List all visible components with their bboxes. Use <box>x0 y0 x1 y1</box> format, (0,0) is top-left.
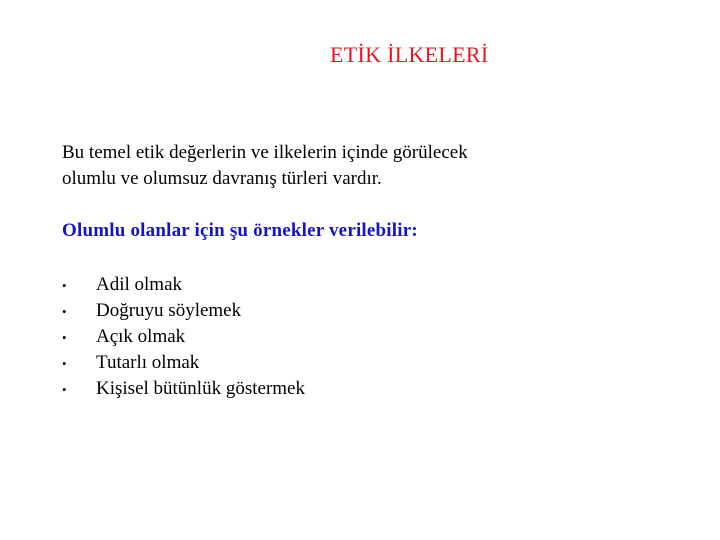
list-item <box>62 376 305 402</box>
bullet-icon: • <box>62 278 67 293</box>
bullet-icon: • <box>62 330 67 345</box>
bullet-icon: • <box>62 304 67 319</box>
list-item-label: Adil olmak <box>96 274 183 295</box>
bullet-icon: • <box>62 382 67 397</box>
intro-line: olumlu ve olumsuz davranış türleri vardır. <box>62 168 382 189</box>
list-item <box>62 324 305 350</box>
intro-line: Bu temel etik değerlerin ve ilkelerin içinde görülecek <box>62 142 468 163</box>
list-item-label: Tutarlı olmak <box>96 352 200 373</box>
list-item-label: Açık olmak <box>96 326 186 347</box>
bullet-list <box>62 272 305 402</box>
list-item <box>62 350 305 376</box>
intro-paragraph <box>62 140 582 192</box>
slide-title: ETİK İLKELERİ <box>330 42 489 67</box>
list-item <box>62 272 305 298</box>
list-item-label: Doğruyu söylemek <box>96 300 242 321</box>
subheading: Olumlu olanlar için şu örnekler verilebilir: <box>62 220 418 241</box>
list-item <box>62 298 305 324</box>
list-item-label: Kişisel bütünlük göstermek <box>96 378 305 399</box>
bullet-icon: • <box>62 356 67 371</box>
